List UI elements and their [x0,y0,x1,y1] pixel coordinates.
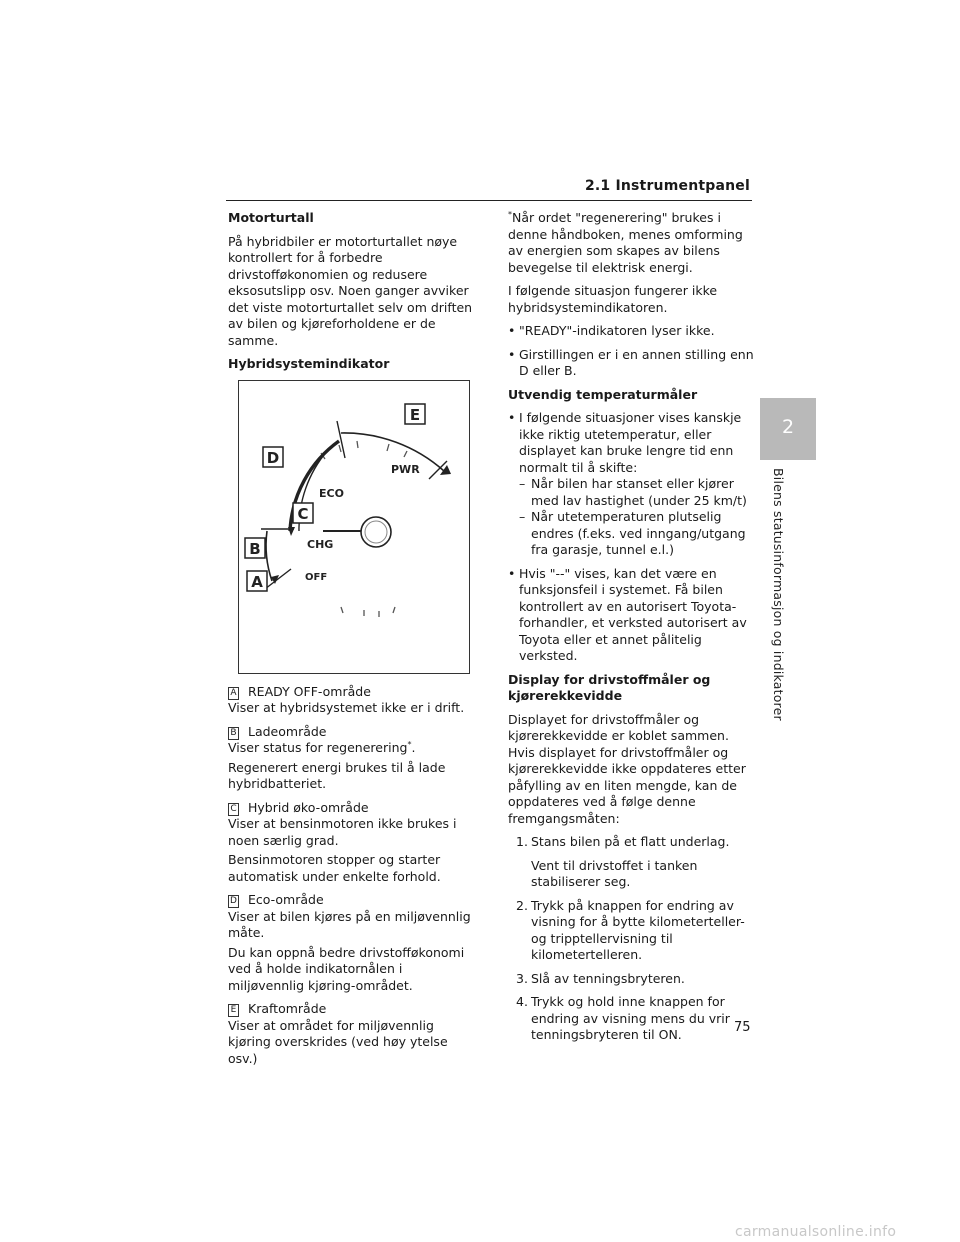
paragraph-fuel-display: Displayet for drivstoffmåler og kjørerekkevidde er koblet sammen. Hvis displayet for drivstoffmåler og kjørerekkevidde ikke oppdateres etter påfylling av en liten mengde, kan de oppdateres ved å følge denne fremgangsmåten: [508,711,746,826]
item-a-text: Viser at hybridsystemet ikke er i drift. [228,700,465,715]
item-a [228,684,474,717]
temperature-list [508,410,754,665]
label-box-c: C [228,803,239,816]
item-c-text-2: Bensinmotoren stopper og starter automatisk under enkelte forhold. [228,852,441,884]
hybrid-indicator-gauge [239,381,469,673]
paragraph-motorturtall: På hybridbiler er motorturtallet nøye kontrollert for å forbedre drivstofføkonomien og redusere eksosutslipp osv. Noen ganger avviker det viste motorturtallet selv om driften av bilen og kjøreforholdene er de samme. [228,233,473,348]
hybrid-indicator-figure [238,380,470,674]
chapter-number: 2 [781,416,795,438]
item-e [228,1001,474,1067]
callout-a: A [251,572,263,591]
list-item: • Hvis "--" vises, kan det være en funksjonsfeil i systemet. Få bilen kontrollert av en autorisert Toyota-forhandler, et verksted autorisert av Toyota eller et annet pålitelig verksted. [508,565,747,663]
heading-fuel-display: Display for drivstoffmåler og kjørerekkevidde [508,671,711,703]
heading-temperature: Utvendig temperaturmåler [508,386,698,402]
heading-hybridsystemindikator: Hybridsystemindikator [228,356,390,371]
procedure-steps [516,834,754,1044]
item-e-text: Viser at området for miljøvennlig kjøring overskrides (ved høy ytelse osv.) [228,1017,448,1066]
item-c [228,800,474,886]
label-box-a: A [228,687,239,700]
watermark: carmanualsonline.info [735,1224,897,1240]
callout-b: B [249,539,261,558]
step-item: 2. Trykk på knappen for endring av visning for å bytte kilometerteller- og tripptellervisning til kilometertelleren. [516,897,745,962]
chapter-tab [760,398,816,460]
footnote-text: Når ordet "regenerering" brukes i denne håndboken, menes omforming av energien som skapes av bilens bevegelse til elektrisk energi. [508,210,743,275]
scale-label-off: OFF [305,571,328,583]
label-box-d: D [228,895,239,908]
running-header [226,176,752,201]
not-working-list [508,323,754,380]
label-box-b: B [228,727,239,740]
chapter-title-vertical: Bilens statusinformasjon og indikatorer [771,468,786,721]
footnote-ref: * [407,739,412,749]
right-column [508,210,754,1051]
heading-motorturtall: Motorturtall [228,210,314,225]
temperature-sublist [519,476,754,559]
item-b-title: Ladeområde [248,723,327,739]
footnote-mark: * [508,209,512,219]
item-d [228,892,474,994]
scale-label-pwr: PWR [391,462,420,476]
item-d-title: Eco-område [248,892,324,907]
item-b-text-1: Viser status for regenerering [228,740,408,755]
item-c-text-1: Viser at bensinmotoren ikke brukes i noen særlig grad. [228,816,457,848]
callout-e: E [409,405,421,424]
scale-label-chg: CHG [307,537,334,551]
label-box-e: E [228,1004,239,1017]
list-item: • Girstillingen er i en annen stilling enn D eller B. [508,346,754,378]
item-d-text-2: Du kan oppnå bedre drivstofføkonomi ved å holde indikatornålen i miljøvennlig kjøring-området. [228,944,465,993]
item-b-period: . [411,740,416,755]
footnote [508,210,754,276]
scale-label-eco: ECO [319,486,344,500]
item-b-text-2: Regenerert energi brukes til å lade hybridbatteriet. [228,759,446,791]
paragraph-not-working: I følgende situasjon fungerer ikke hybridsystemindikatoren. [508,283,718,315]
list-item: – Når utetemperaturen plutselig endres (f.eks. ved inngang/utgang fra garasje, tunnel e.l.) [519,509,746,557]
item-a-title: READY OFF-område [248,683,371,699]
section-title: 2.1 Instrumentpanel [584,178,750,194]
item-d-text-1: Viser at bilen kjøres på en miljøvennlig måte. [228,908,471,940]
list-item: – Når bilen har stanset eller kjører med lav hastighet (under 25 km/t) [519,476,747,508]
step-item: 4. Trykk og hold inne knappen for endring av visning mens du vrir tenningsbryteren til ON. [516,994,730,1042]
step-1-note: Vent til drivstoffet i tanken stabiliserer seg. [531,857,698,889]
list-item: • I følgende situasjoner vises kanskje ikke riktig utetemperatur, eller displayet kan bruke lengre tid enn normalt til å skifte: – Når bilen har stanset eller kjører med lav hastighet (under 25 km/t) – Når utetemperaturen plutselig endres (f.eks. ved inngang/utgang fra garasje, tunnel e.l.) [508,410,754,559]
step-item: 3. Slå av tenningsbryteren. [516,970,685,986]
left-column [228,210,474,1074]
step-item: 1. Stans bilen på et flatt underlag. Vent til drivstoffet i tanken stabiliserer seg. [516,834,754,891]
item-c-title: Hybrid øko-område [248,799,369,815]
callout-d: D [266,448,280,467]
item-b [228,724,474,793]
item-e-title: Kraftområde [248,1001,327,1016]
page-number: 75 [734,1020,751,1035]
list-item: • "READY"-indikatoren lyser ikke. [508,323,715,338]
callout-c: C [297,504,309,523]
